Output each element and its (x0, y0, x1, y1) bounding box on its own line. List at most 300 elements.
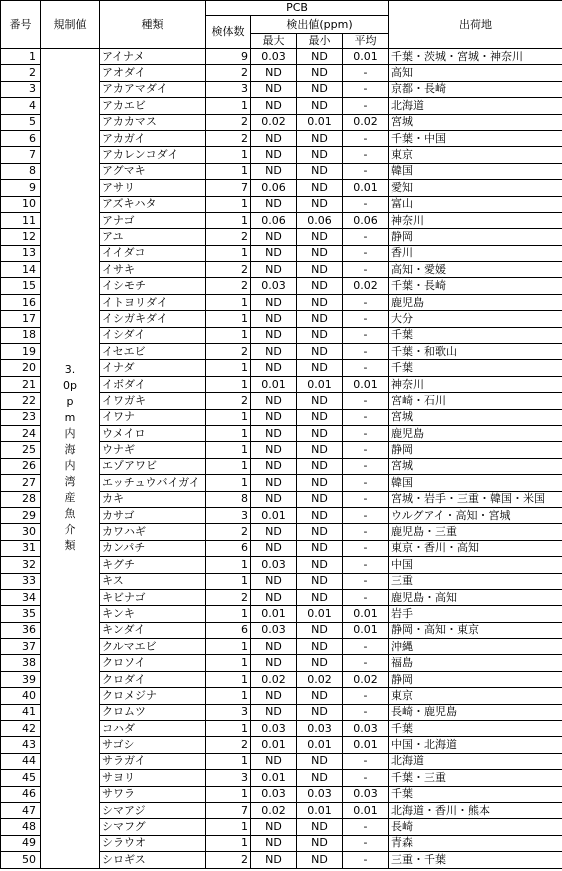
table-body (1, 49, 562, 869)
row-number: 46 (1, 786, 41, 802)
origin: 千葉・中国 (389, 130, 562, 146)
max-value: ND (251, 81, 297, 97)
min-value: ND (297, 622, 343, 638)
species-name: アナゴ (100, 212, 206, 228)
avg-value: 0.03 (343, 786, 389, 802)
min-value: 0.06 (297, 212, 343, 228)
avg-value: - (343, 196, 389, 212)
sample-count: 1 (206, 557, 251, 573)
min-value: ND (297, 753, 343, 769)
sample-count: 1 (206, 245, 251, 261)
origin: 千葉・和歌山 (389, 344, 562, 360)
sample-count: 1 (206, 819, 251, 835)
avg-value: - (343, 245, 389, 261)
sample-count: 1 (206, 425, 251, 441)
max-value: ND (251, 573, 297, 589)
avg-value: 0.01 (343, 180, 389, 196)
min-value: ND (297, 98, 343, 114)
sample-count: 1 (206, 294, 251, 310)
min-value: 0.03 (297, 721, 343, 737)
max-value: ND (251, 524, 297, 540)
row-number: 43 (1, 737, 41, 753)
row-number: 41 (1, 704, 41, 720)
min-value: ND (297, 688, 343, 704)
row-number: 38 (1, 655, 41, 671)
sample-count: 1 (206, 409, 251, 425)
row-number: 30 (1, 524, 41, 540)
origin: 北海道 (389, 753, 562, 769)
origin: 富山 (389, 196, 562, 212)
sample-count: 1 (206, 147, 251, 163)
max-value: ND (251, 753, 297, 769)
origin: 福島 (389, 655, 562, 671)
origin: 千葉 (389, 360, 562, 376)
min-value: ND (297, 393, 343, 409)
species-name: コハダ (100, 721, 206, 737)
sample-count: 2 (206, 344, 251, 360)
sample-count: 3 (206, 507, 251, 523)
origin: 宮崎・石川 (389, 393, 562, 409)
regulation-value (41, 49, 100, 869)
origin: 静岡 (389, 442, 562, 458)
species-name: アカエビ (100, 98, 206, 114)
species-name: エッチュウバイガイ (100, 475, 206, 491)
avg-value: - (343, 425, 389, 441)
min-value: ND (297, 262, 343, 278)
row-number: 17 (1, 311, 41, 327)
avg-value: 0.01 (343, 49, 389, 65)
min-value: 0.01 (297, 376, 343, 392)
origin: 東京・香川・高知 (389, 540, 562, 556)
row-number: 48 (1, 819, 41, 835)
species-name: ウナギ (100, 442, 206, 458)
row-number: 21 (1, 376, 41, 392)
row-number: 35 (1, 606, 41, 622)
min-value: 0.01 (297, 606, 343, 622)
min-value: ND (297, 655, 343, 671)
row-number: 40 (1, 688, 41, 704)
max-value: ND (251, 163, 297, 179)
row-number: 5 (1, 114, 41, 130)
species-name: アサリ (100, 180, 206, 196)
min-value: ND (297, 491, 343, 507)
regulation-text: 3.0ppm内海内湾産魚介類 (63, 363, 77, 553)
min-value: ND (297, 475, 343, 491)
min-value: 0.03 (297, 786, 343, 802)
max-value: 0.01 (251, 376, 297, 392)
avg-value: 0.03 (343, 721, 389, 737)
species-name: シロギス (100, 852, 206, 868)
origin: 青森 (389, 835, 562, 851)
row-number: 45 (1, 770, 41, 786)
origin: 千葉・長崎 (389, 278, 562, 294)
avg-value: - (343, 540, 389, 556)
max-value: ND (251, 442, 297, 458)
row-number: 34 (1, 589, 41, 605)
table-row (1, 49, 562, 65)
row-number: 3 (1, 81, 41, 97)
origin: 沖縄 (389, 639, 562, 655)
sample-count: 1 (206, 311, 251, 327)
origin: 千葉 (389, 721, 562, 737)
avg-value: - (343, 409, 389, 425)
origin: 千葉・三重 (389, 770, 562, 786)
species-name: クロムツ (100, 704, 206, 720)
avg-value: 0.01 (343, 622, 389, 638)
species-name: イワナ (100, 409, 206, 425)
min-value: ND (297, 196, 343, 212)
max-value: 0.03 (251, 622, 297, 638)
avg-value: - (343, 65, 389, 81)
min-value: ND (297, 770, 343, 786)
sample-count: 2 (206, 262, 251, 278)
species-name: カサゴ (100, 507, 206, 523)
origin: 神奈川 (389, 212, 562, 228)
species-name: イワガキ (100, 393, 206, 409)
row-number: 31 (1, 540, 41, 556)
origin: 大分 (389, 311, 562, 327)
row-number: 11 (1, 212, 41, 228)
max-value: ND (251, 540, 297, 556)
avg-value: - (343, 163, 389, 179)
species-name: アユ (100, 229, 206, 245)
species-name: キンダイ (100, 622, 206, 638)
species-name: イシガキダイ (100, 311, 206, 327)
avg-value: 0.01 (343, 376, 389, 392)
sample-count: 1 (206, 639, 251, 655)
row-number: 44 (1, 753, 41, 769)
avg-value: - (343, 524, 389, 540)
sample-count: 2 (206, 229, 251, 245)
min-value: ND (297, 425, 343, 441)
species-name: キグチ (100, 557, 206, 573)
origin: 鹿児島 (389, 294, 562, 310)
max-value: ND (251, 344, 297, 360)
max-value: 0.03 (251, 49, 297, 65)
max-value: ND (251, 130, 297, 146)
header-count: 検体数 (206, 16, 251, 49)
max-value: ND (251, 147, 297, 163)
header-min: 最小 (297, 34, 343, 49)
min-value: 0.01 (297, 802, 343, 818)
species-name: キス (100, 573, 206, 589)
avg-value: 0.01 (343, 802, 389, 818)
sample-count: 1 (206, 327, 251, 343)
sample-count: 2 (206, 737, 251, 753)
row-number: 2 (1, 65, 41, 81)
sample-count: 1 (206, 376, 251, 392)
row-number: 33 (1, 573, 41, 589)
avg-value: - (343, 311, 389, 327)
max-value: ND (251, 475, 297, 491)
avg-value: - (343, 98, 389, 114)
sample-count: 2 (206, 393, 251, 409)
row-number: 22 (1, 393, 41, 409)
row-number: 9 (1, 180, 41, 196)
species-name: アイナメ (100, 49, 206, 65)
avg-value: 0.01 (343, 606, 389, 622)
sample-count: 1 (206, 196, 251, 212)
sample-count: 2 (206, 278, 251, 294)
species-name: シラウオ (100, 835, 206, 851)
min-value: ND (297, 557, 343, 573)
origin: 韓国 (389, 163, 562, 179)
row-number: 27 (1, 475, 41, 491)
max-value: ND (251, 262, 297, 278)
max-value: ND (251, 98, 297, 114)
avg-value: - (343, 573, 389, 589)
sample-count: 1 (206, 442, 251, 458)
species-name: カンパチ (100, 540, 206, 556)
max-value: ND (251, 409, 297, 425)
sample-count: 1 (206, 753, 251, 769)
sample-count: 3 (206, 770, 251, 786)
min-value: ND (297, 147, 343, 163)
max-value: ND (251, 229, 297, 245)
sample-count: 1 (206, 835, 251, 851)
species-name: ウメイロ (100, 425, 206, 441)
avg-value: - (343, 442, 389, 458)
row-number: 12 (1, 229, 41, 245)
min-value: ND (297, 327, 343, 343)
header-species: 種類 (100, 1, 206, 49)
species-name: アカカマス (100, 114, 206, 130)
header-origin: 出荷地 (389, 1, 562, 49)
header-no: 番号 (1, 1, 41, 49)
row-number: 32 (1, 557, 41, 573)
max-value: ND (251, 688, 297, 704)
species-name: サワラ (100, 786, 206, 802)
species-name: クロメジナ (100, 688, 206, 704)
min-value: ND (297, 573, 343, 589)
sample-count: 2 (206, 852, 251, 868)
origin: 東京 (389, 147, 562, 163)
origin: 静岡 (389, 671, 562, 687)
min-value: ND (297, 311, 343, 327)
row-number: 23 (1, 409, 41, 425)
max-value: ND (251, 819, 297, 835)
max-value: ND (251, 245, 297, 261)
species-name: イボダイ (100, 376, 206, 392)
sample-count: 3 (206, 81, 251, 97)
header-pcb: PCB (206, 1, 389, 16)
species-name: クロダイ (100, 671, 206, 687)
species-name: サゴシ (100, 737, 206, 753)
max-value: ND (251, 852, 297, 868)
max-value: ND (251, 425, 297, 441)
origin: 宮城 (389, 458, 562, 474)
min-value: ND (297, 49, 343, 65)
min-value: ND (297, 180, 343, 196)
header-limit: 規制値 (41, 1, 100, 49)
avg-value: - (343, 491, 389, 507)
row-number: 37 (1, 639, 41, 655)
row-number: 16 (1, 294, 41, 310)
origin: 三重・千葉 (389, 852, 562, 868)
origin: 東京 (389, 688, 562, 704)
header-detected: 検出値(ppm) (251, 16, 389, 34)
origin: 千葉 (389, 327, 562, 343)
max-value: ND (251, 704, 297, 720)
max-value: ND (251, 458, 297, 474)
origin: 静岡 (389, 229, 562, 245)
sample-count: 8 (206, 491, 251, 507)
species-name: アカアマダイ (100, 81, 206, 97)
row-number: 8 (1, 163, 41, 179)
species-name: シマアジ (100, 802, 206, 818)
max-value: 0.02 (251, 671, 297, 687)
row-number: 47 (1, 802, 41, 818)
min-value: ND (297, 81, 343, 97)
species-name: サヨリ (100, 770, 206, 786)
avg-value: - (343, 507, 389, 523)
max-value: 0.01 (251, 606, 297, 622)
origin: 岩手 (389, 606, 562, 622)
avg-value: - (343, 393, 389, 409)
max-value: ND (251, 360, 297, 376)
row-number: 7 (1, 147, 41, 163)
origin: 宮城 (389, 409, 562, 425)
min-value: ND (297, 458, 343, 474)
max-value: 0.03 (251, 786, 297, 802)
max-value: 0.06 (251, 180, 297, 196)
max-value: 0.01 (251, 507, 297, 523)
origin: 鹿児島・三重 (389, 524, 562, 540)
origin: 香川 (389, 245, 562, 261)
max-value: ND (251, 639, 297, 655)
row-number: 19 (1, 344, 41, 360)
min-value: ND (297, 130, 343, 146)
row-number: 42 (1, 721, 41, 737)
sample-count: 1 (206, 671, 251, 687)
max-value: 0.01 (251, 737, 297, 753)
origin: 鹿児島・高知 (389, 589, 562, 605)
min-value: 0.01 (297, 114, 343, 130)
sample-count: 7 (206, 802, 251, 818)
sample-count: 9 (206, 49, 251, 65)
avg-value: - (343, 753, 389, 769)
avg-value: - (343, 852, 389, 868)
avg-value: - (343, 262, 389, 278)
row-number: 10 (1, 196, 41, 212)
sample-count: 2 (206, 114, 251, 130)
species-name: アオダイ (100, 65, 206, 81)
avg-value: - (343, 327, 389, 343)
max-value: 0.03 (251, 557, 297, 573)
min-value: 0.02 (297, 671, 343, 687)
sample-count: 1 (206, 360, 251, 376)
sample-count: 1 (206, 475, 251, 491)
row-number: 6 (1, 130, 41, 146)
avg-value: - (343, 475, 389, 491)
origin: 千葉・茨城・宮城・神奈川 (389, 49, 562, 65)
max-value: 0.06 (251, 212, 297, 228)
max-value: ND (251, 393, 297, 409)
avg-value: 0.06 (343, 212, 389, 228)
min-value: ND (297, 704, 343, 720)
min-value: ND (297, 229, 343, 245)
row-number: 4 (1, 98, 41, 114)
min-value: ND (297, 65, 343, 81)
sample-count: 1 (206, 212, 251, 228)
avg-value: - (343, 360, 389, 376)
sample-count: 1 (206, 721, 251, 737)
avg-value: - (343, 344, 389, 360)
avg-value: 0.01 (343, 737, 389, 753)
min-value: ND (297, 639, 343, 655)
min-value: ND (297, 360, 343, 376)
avg-value: - (343, 81, 389, 97)
min-value: ND (297, 589, 343, 605)
sample-count: 1 (206, 163, 251, 179)
min-value: ND (297, 540, 343, 556)
max-value: 0.02 (251, 802, 297, 818)
avg-value: - (343, 639, 389, 655)
min-value: ND (297, 442, 343, 458)
max-value: ND (251, 196, 297, 212)
max-value: ND (251, 589, 297, 605)
sample-count: 1 (206, 688, 251, 704)
row-number: 36 (1, 622, 41, 638)
origin: 千葉 (389, 786, 562, 802)
min-value: ND (297, 524, 343, 540)
avg-value: 0.02 (343, 671, 389, 687)
max-value: 0.03 (251, 721, 297, 737)
sample-count: 1 (206, 573, 251, 589)
species-name: アズキハタ (100, 196, 206, 212)
row-number: 1 (1, 49, 41, 65)
max-value: 0.02 (251, 114, 297, 130)
species-name: サラガイ (100, 753, 206, 769)
species-name: クルマエビ (100, 639, 206, 655)
species-name: シマフグ (100, 819, 206, 835)
species-name: カワハギ (100, 524, 206, 540)
species-name: イシモチ (100, 278, 206, 294)
origin: 高知 (389, 65, 562, 81)
max-value: ND (251, 655, 297, 671)
sample-count: 7 (206, 180, 251, 196)
avg-value: - (343, 130, 389, 146)
origin: 韓国 (389, 475, 562, 491)
min-value: 0.01 (297, 737, 343, 753)
avg-value: 0.02 (343, 278, 389, 294)
max-value: ND (251, 311, 297, 327)
origin: 宮城 (389, 114, 562, 130)
origin: 中国・北海道 (389, 737, 562, 753)
avg-value: - (343, 835, 389, 851)
min-value: ND (297, 344, 343, 360)
sample-count: 6 (206, 540, 251, 556)
sample-count: 2 (206, 130, 251, 146)
avg-value: - (343, 147, 389, 163)
sample-count: 1 (206, 98, 251, 114)
max-value: 0.03 (251, 278, 297, 294)
origin: 高知・愛媛 (389, 262, 562, 278)
row-number: 28 (1, 491, 41, 507)
max-value: ND (251, 491, 297, 507)
species-name: イセエビ (100, 344, 206, 360)
species-name: イサキ (100, 262, 206, 278)
species-name: アカレンコダイ (100, 147, 206, 163)
row-number: 20 (1, 360, 41, 376)
min-value: ND (297, 507, 343, 523)
row-number: 13 (1, 245, 41, 261)
max-value: 0.01 (251, 770, 297, 786)
avg-value: - (343, 557, 389, 573)
species-name: クロソイ (100, 655, 206, 671)
origin: 静岡・高知・東京 (389, 622, 562, 638)
max-value: ND (251, 835, 297, 851)
